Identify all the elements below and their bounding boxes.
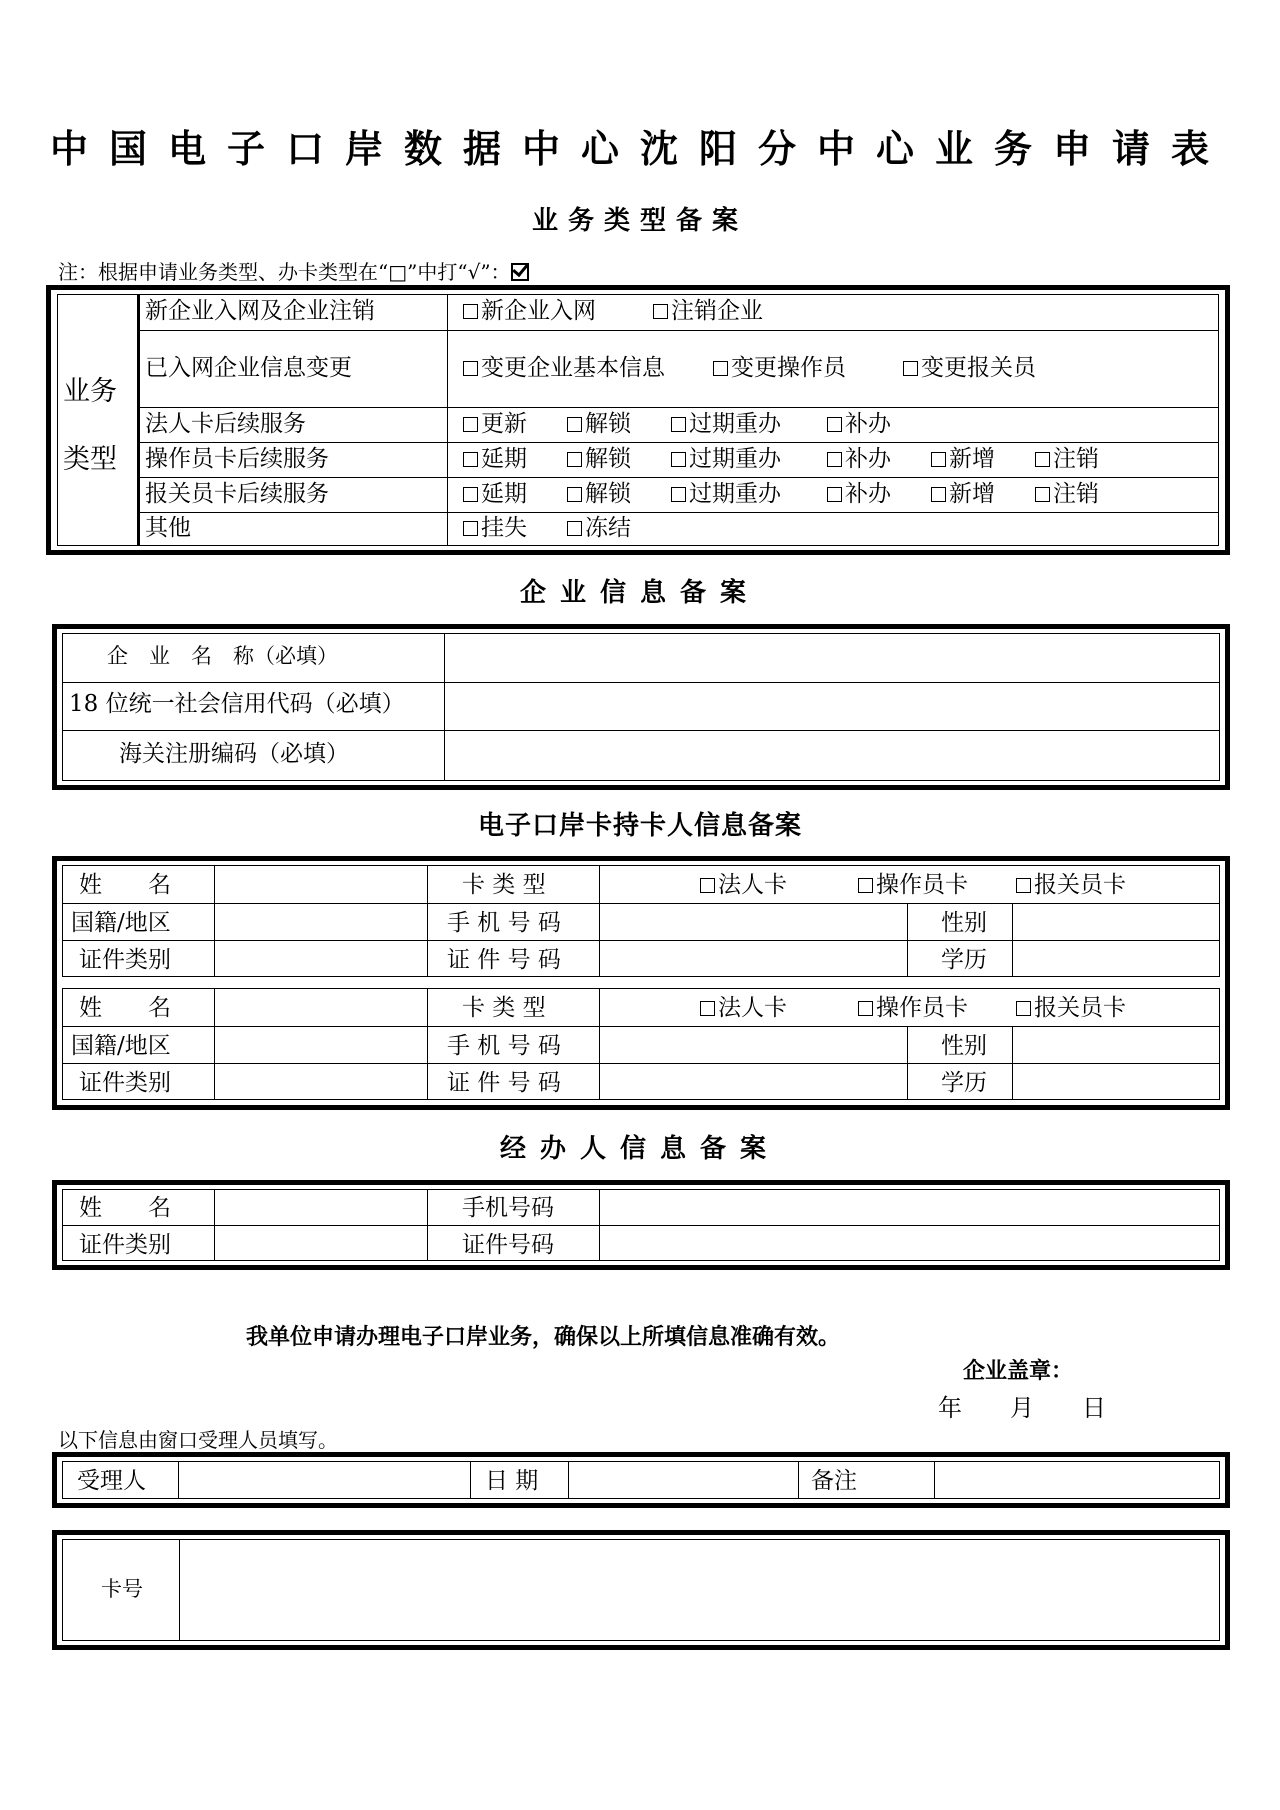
- checkbox-icon[interactable]: [858, 1001, 873, 1016]
- business-option-label: 补办: [845, 446, 891, 472]
- card-type-option-label: 操作员卡: [876, 872, 968, 898]
- cardholder-name-label: 姓 名: [79, 995, 171, 1021]
- gender-label: 性别: [941, 910, 987, 936]
- id-number-field[interactable]: [602, 942, 904, 976]
- checkbox-icon[interactable]: [463, 417, 478, 432]
- accept-date-label: 日 期: [485, 1468, 539, 1494]
- business-option-label: 注销: [1053, 446, 1099, 472]
- nationality-label: 国籍/地区: [71, 1033, 171, 1059]
- business-option-checkbox[interactable]: [567, 413, 631, 436]
- gender-field[interactable]: [1015, 1028, 1217, 1062]
- checkbox-icon[interactable]: [653, 304, 668, 319]
- checkbox-icon[interactable]: [463, 521, 478, 536]
- business-option-label: 注销企业: [671, 298, 763, 324]
- education-field[interactable]: [1015, 942, 1217, 976]
- card-type-label: 卡 类 型: [462, 872, 546, 898]
- business-option-checkbox[interactable]: [713, 357, 846, 380]
- business-option-label: 注销: [1053, 481, 1099, 507]
- phone-label: 手 机 号 码: [447, 910, 561, 936]
- card-type-checkbox[interactable]: [1016, 874, 1126, 897]
- section-business-type: 业务类型备案: [531, 206, 748, 236]
- checkbox-icon[interactable]: [463, 487, 478, 502]
- business-option-label: 冻结: [585, 515, 631, 541]
- business-option-label: 解锁: [585, 446, 631, 472]
- phone-label: 手 机 号 码: [447, 1033, 561, 1059]
- business-option-checkbox[interactable]: [567, 483, 631, 506]
- card-type-option-label: 报关员卡: [1034, 995, 1126, 1021]
- business-option-checkbox[interactable]: [463, 357, 665, 380]
- business-option-label: 新增: [949, 481, 995, 507]
- business-option-label: 过期重办: [689, 446, 781, 472]
- checkbox-icon[interactable]: [827, 452, 842, 467]
- checkbox-icon[interactable]: [827, 487, 842, 502]
- handler-id-number-label: 证件号码: [462, 1232, 554, 1258]
- remark-field[interactable]: [937, 1463, 1217, 1497]
- card-type-option-label: 操作员卡: [876, 995, 968, 1021]
- window-note: 以下信息由窗口受理人员填写。: [58, 1428, 338, 1452]
- card-type-checkbox[interactable]: [700, 997, 787, 1020]
- handler-id-type-label: 证件类别: [79, 1232, 171, 1258]
- card-type-option-label: 法人卡: [718, 995, 787, 1021]
- business-option-label: 补办: [845, 481, 891, 507]
- business-row-label: 报关员卡后续服务: [145, 481, 329, 507]
- checkbox-icon[interactable]: [463, 304, 478, 319]
- side-label-type: 类型: [63, 444, 117, 475]
- education-label: 学历: [941, 947, 987, 973]
- business-row-label: 新企业入网及企业注销: [145, 298, 375, 324]
- business-row-label: 法人卡后续服务: [145, 411, 306, 437]
- id-type-field[interactable]: [217, 942, 425, 976]
- checkbox-icon[interactable]: [1035, 452, 1050, 467]
- checkbox-icon[interactable]: [931, 452, 946, 467]
- company-info-table: [52, 624, 1230, 790]
- education-label: 学历: [941, 1070, 987, 1096]
- acceptor-label: 受理人: [77, 1468, 146, 1494]
- gender-field[interactable]: [1015, 905, 1217, 939]
- nationality-field[interactable]: [217, 1028, 425, 1062]
- card-number-table: [52, 1530, 1230, 1650]
- handler-phone-field[interactable]: [602, 1191, 1216, 1223]
- side-label-business: 业务: [63, 376, 117, 407]
- business-option-checkbox[interactable]: [463, 448, 527, 471]
- checkbox-icon[interactable]: [463, 361, 478, 376]
- card-type-checkbox[interactable]: [1016, 997, 1126, 1020]
- cardholder-name-field[interactable]: [217, 867, 425, 901]
- business-option-checkbox[interactable]: [463, 300, 596, 323]
- checkbox-icon[interactable]: [671, 452, 686, 467]
- business-option-checkbox[interactable]: [1035, 448, 1099, 471]
- business-option-label: 过期重办: [689, 411, 781, 437]
- business-row-label: 已入网企业信息变更: [145, 355, 352, 381]
- business-option-checkbox[interactable]: [827, 413, 891, 436]
- acceptance-table: [52, 1452, 1230, 1508]
- checkbox-icon[interactable]: [1016, 1001, 1031, 1016]
- acceptor-field[interactable]: [181, 1463, 467, 1497]
- business-option-label: 解锁: [585, 481, 631, 507]
- card-type-option-label: 法人卡: [718, 872, 787, 898]
- business-option-label: 延期: [481, 481, 527, 507]
- instruction-note: [58, 256, 529, 285]
- id-number-label: 证 件 号 码: [447, 947, 561, 973]
- business-option-label: 更新: [481, 411, 527, 437]
- checkbox-icon[interactable]: [903, 361, 918, 376]
- checkbox-icon[interactable]: [567, 521, 582, 536]
- education-field[interactable]: [1015, 1065, 1217, 1099]
- id-type-label: 证件类别: [79, 947, 171, 973]
- business-option-label: 过期重办: [689, 481, 781, 507]
- form-title: 中国电子口岸数据中心沈阳分中心业务申请表: [49, 127, 1230, 171]
- company-name-field[interactable]: [449, 637, 1215, 679]
- nationality-label: 国籍/地区: [71, 910, 171, 936]
- customs-code-label: 海关注册编码（必填）: [119, 741, 349, 767]
- handler-name-field[interactable]: [217, 1191, 425, 1223]
- nationality-field[interactable]: [217, 905, 425, 939]
- checkbox-icon[interactable]: [700, 1001, 715, 1016]
- cardholder-name-label: 姓 名: [79, 872, 171, 898]
- business-option-checkbox[interactable]: [827, 483, 891, 506]
- business-option-checkbox[interactable]: [463, 483, 527, 506]
- business-option-checkbox[interactable]: [671, 483, 781, 506]
- business-option-label: 变更企业基本信息: [481, 355, 665, 381]
- business-option-label: 变更报关员: [921, 355, 1036, 381]
- declaration-text: 我单位申请办理电子口岸业务，确保以上所填信息准确有效。: [246, 1325, 841, 1350]
- checked-box-icon: [511, 263, 529, 281]
- business-option-checkbox[interactable]: [463, 413, 527, 436]
- handler-name-label: 姓 名: [79, 1195, 171, 1221]
- id-number-label: 证 件 号 码: [447, 1070, 561, 1096]
- instruction-text: 注：根据申请业务类型、办卡类型在“□”中打“√”：: [58, 260, 511, 284]
- card-number-field[interactable]: [183, 1543, 1217, 1639]
- business-type-table: [46, 285, 1230, 555]
- business-option-checkbox[interactable]: [653, 300, 763, 323]
- checkbox-icon[interactable]: [463, 452, 478, 467]
- handler-phone-label: 手机号码: [462, 1195, 554, 1221]
- business-option-checkbox[interactable]: [1035, 483, 1099, 506]
- checkbox-icon[interactable]: [567, 417, 582, 432]
- checkbox-icon[interactable]: [931, 487, 946, 502]
- checkbox-icon[interactable]: [567, 452, 582, 467]
- business-option-checkbox[interactable]: [931, 483, 995, 506]
- business-option-label: 延期: [481, 446, 527, 472]
- business-option-checkbox[interactable]: [827, 448, 891, 471]
- checkbox-icon[interactable]: [671, 487, 686, 502]
- business-option-label: 解锁: [585, 411, 631, 437]
- card-number-label: 卡号: [101, 1577, 143, 1601]
- section-handler-info: 经办人信息备案: [499, 1134, 780, 1164]
- card-type-checkbox[interactable]: [858, 997, 968, 1020]
- business-option-label: 新增: [949, 446, 995, 472]
- company-name-label: 企 业 名 称（必填）: [107, 644, 338, 668]
- section-cardholder-info: 电子口岸卡持卡人信息备案: [477, 811, 802, 841]
- business-option-checkbox[interactable]: [567, 448, 631, 471]
- checkbox-icon[interactable]: [1035, 487, 1050, 502]
- business-option-checkbox[interactable]: [931, 448, 995, 471]
- phone-field[interactable]: [602, 1028, 904, 1062]
- checkbox-icon[interactable]: [700, 878, 715, 893]
- business-option-checkbox[interactable]: [567, 517, 631, 540]
- id-type-label: 证件类别: [79, 1070, 171, 1096]
- business-option-checkbox[interactable]: [671, 448, 781, 471]
- business-option-label: 新企业入网: [481, 298, 596, 324]
- business-option-checkbox[interactable]: [463, 517, 527, 540]
- card-type-checkbox[interactable]: [858, 874, 968, 897]
- credit-code-field[interactable]: [449, 686, 1215, 728]
- business-row-label: 其他: [145, 515, 191, 541]
- customs-code-field[interactable]: [449, 734, 1215, 776]
- checkbox-icon[interactable]: [1016, 878, 1031, 893]
- business-option-label: 变更操作员: [731, 355, 846, 381]
- checkbox-icon[interactable]: [827, 417, 842, 432]
- card-type-label: 卡 类 型: [462, 995, 546, 1021]
- date-line: 年 月 日: [938, 1394, 1106, 1422]
- cardholder-info-table: [52, 856, 1230, 1110]
- accept-date-field[interactable]: [571, 1463, 795, 1497]
- card-type-checkbox[interactable]: [700, 874, 787, 897]
- handler-id-number-field[interactable]: [602, 1228, 1216, 1260]
- id-type-field[interactable]: [217, 1065, 425, 1099]
- business-row-label: 操作员卡后续服务: [145, 446, 329, 472]
- phone-field[interactable]: [602, 905, 904, 939]
- checkbox-icon[interactable]: [671, 417, 686, 432]
- handler-id-type-field[interactable]: [217, 1228, 425, 1260]
- card-type-option-label: 报关员卡: [1034, 872, 1126, 898]
- business-option-checkbox[interactable]: [903, 357, 1036, 380]
- checkbox-icon[interactable]: [858, 878, 873, 893]
- business-option-label: 补办: [845, 411, 891, 437]
- checkbox-icon[interactable]: [713, 361, 728, 376]
- cardholder-name-field[interactable]: [217, 990, 425, 1024]
- section-company-info: 企业信息备案: [519, 578, 760, 608]
- credit-code-label: 18 位统一社会信用代码（必填）: [69, 691, 405, 717]
- business-option-label: 挂失: [481, 515, 527, 541]
- gender-label: 性别: [941, 1033, 987, 1059]
- remark-label: 备注: [811, 1468, 857, 1494]
- seal-label: 企业盖章：: [963, 1359, 1074, 1384]
- id-number-field[interactable]: [602, 1065, 904, 1099]
- checkbox-icon[interactable]: [567, 487, 582, 502]
- business-option-checkbox[interactable]: [671, 413, 781, 436]
- handler-info-table: [52, 1180, 1230, 1270]
